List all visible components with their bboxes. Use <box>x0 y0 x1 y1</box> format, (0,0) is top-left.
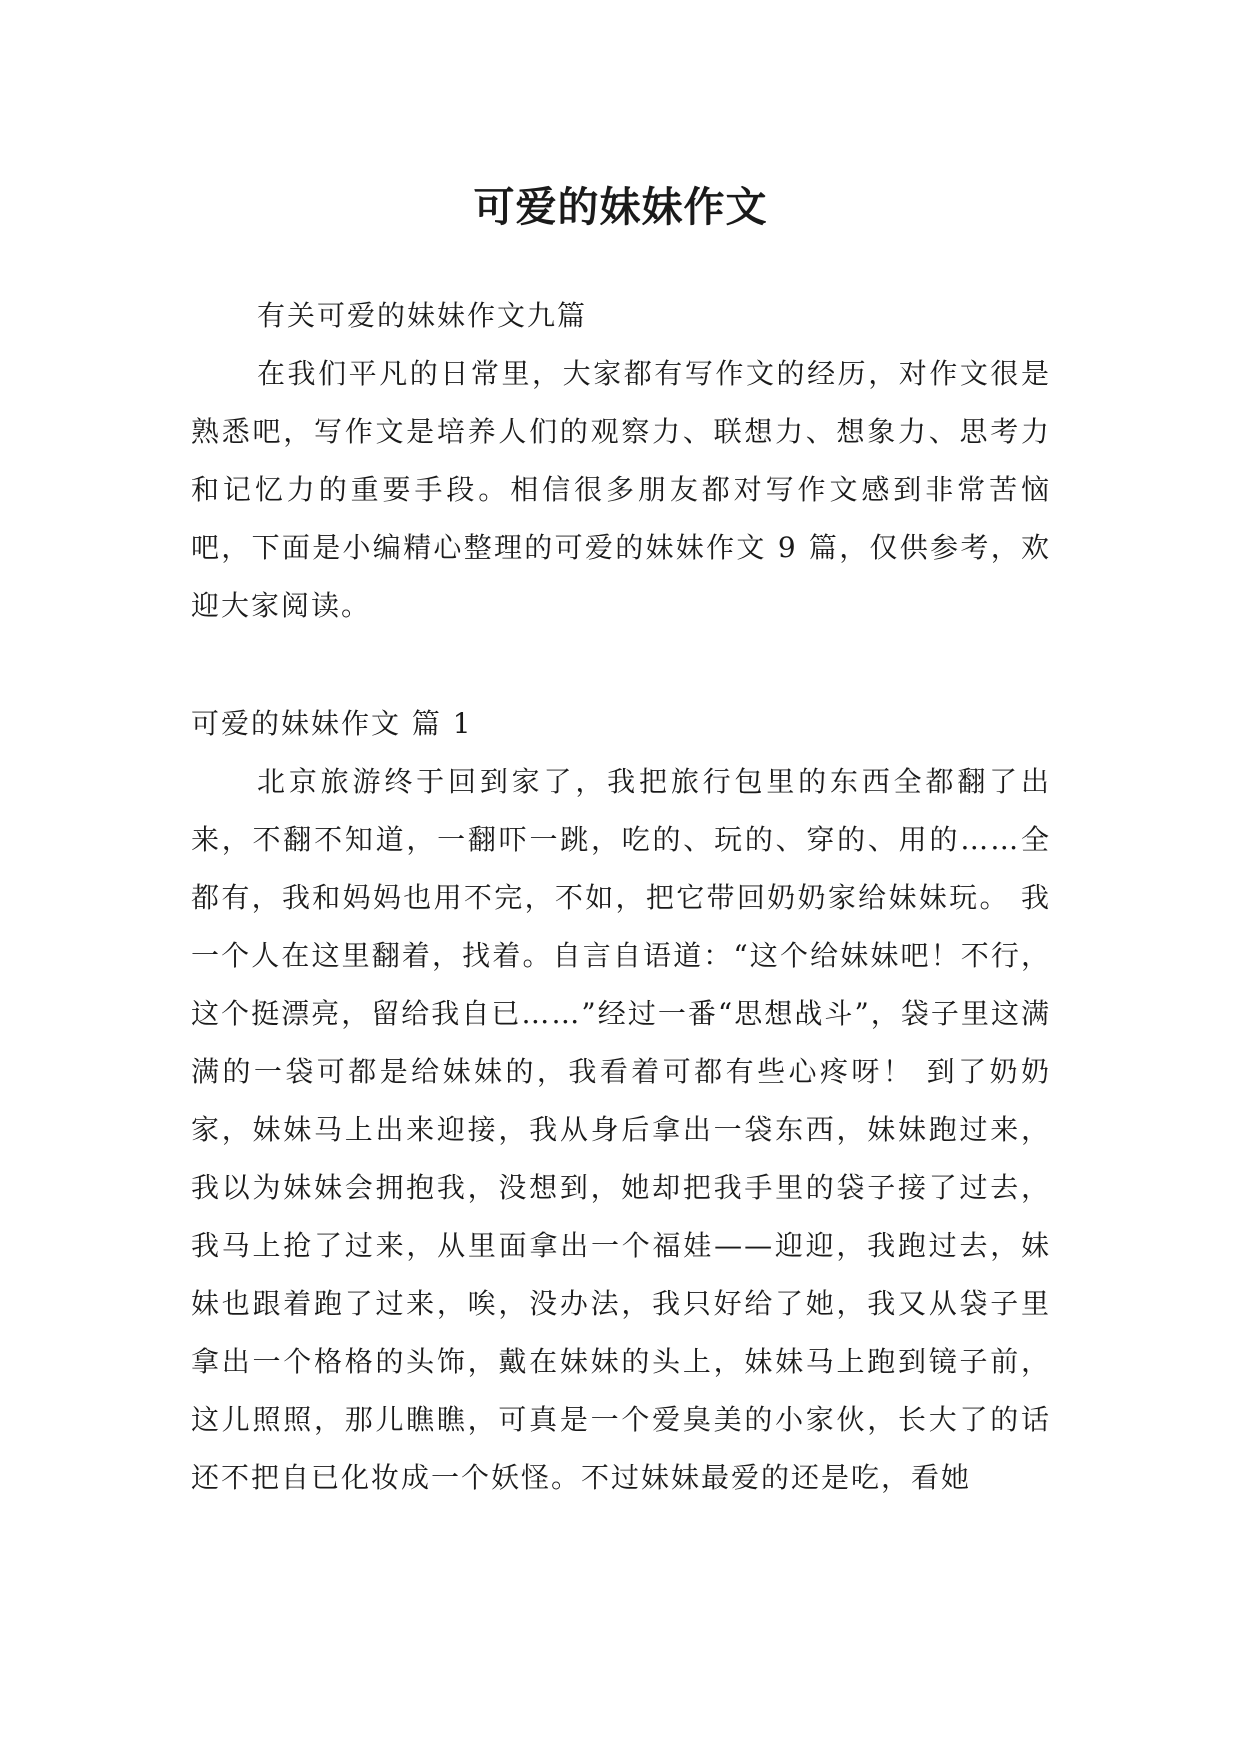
document-subtitle: 有关可爱的妹妹作文九篇 <box>257 299 588 332</box>
essay-section <box>191 695 1051 1507</box>
intro-paragraph: 在我们平凡的日常里，大家都有写作文的经历，对作文很是熟悉吧，写作文是培养人们的观察力、联想力、想象力、思考力和记忆力的重要手段。相信很多朋友都对写作文感到非常苦恼吧，下面是小编精心整理的可爱的妹妹作文 9 篇，仅供参考，欢迎大家阅读。 <box>191 357 1051 622</box>
document-title: 可爱的妹妹作文 <box>473 183 768 232</box>
intro-section <box>191 287 1051 635</box>
section-heading: 可爱的妹妹作文 篇 1 <box>191 707 473 740</box>
essay-paragraph: 北京旅游终于回到家了，我把旅行包里的东西全都翻了出来，不翻不知道，一翻吓一跳，吃的、玩的、穿的、用的……全都有，我和妈妈也用不完，不如，把它带回奶奶家给妹妹玩。 我一个人在这里翻着，找着。自言自语道：“这个给妹妹吧！不行，这个挺漂亮，留给我自已……”经过一番“思想战斗”，袋子里这满满的一袋可都是给妹妹的，我看着可都有些心疼呀！ 到了奶奶家，妹妹马上出来迎接，我从身后拿出一袋东西，妹妹跑过来，我以为妹妹会拥抱我，没想到，她却把我手里的袋子接了过去，我马上抢了过来，从里面拿出一个福娃——迎迎，我跑过去，妹妹也跟着跑了过来，唉，没办法，我只好给了她，我又从袋子里拿出一个格格的头饰，戴在妹妹的头上，妹妹马上跑到镜子前，这儿照照，那儿瞧瞧，可真是一个爱臭美的小家伙，长大了的话还不把自已化妆成一个妖怪。不过妹妹最爱的还是吃，看她 <box>191 765 1051 1494</box>
